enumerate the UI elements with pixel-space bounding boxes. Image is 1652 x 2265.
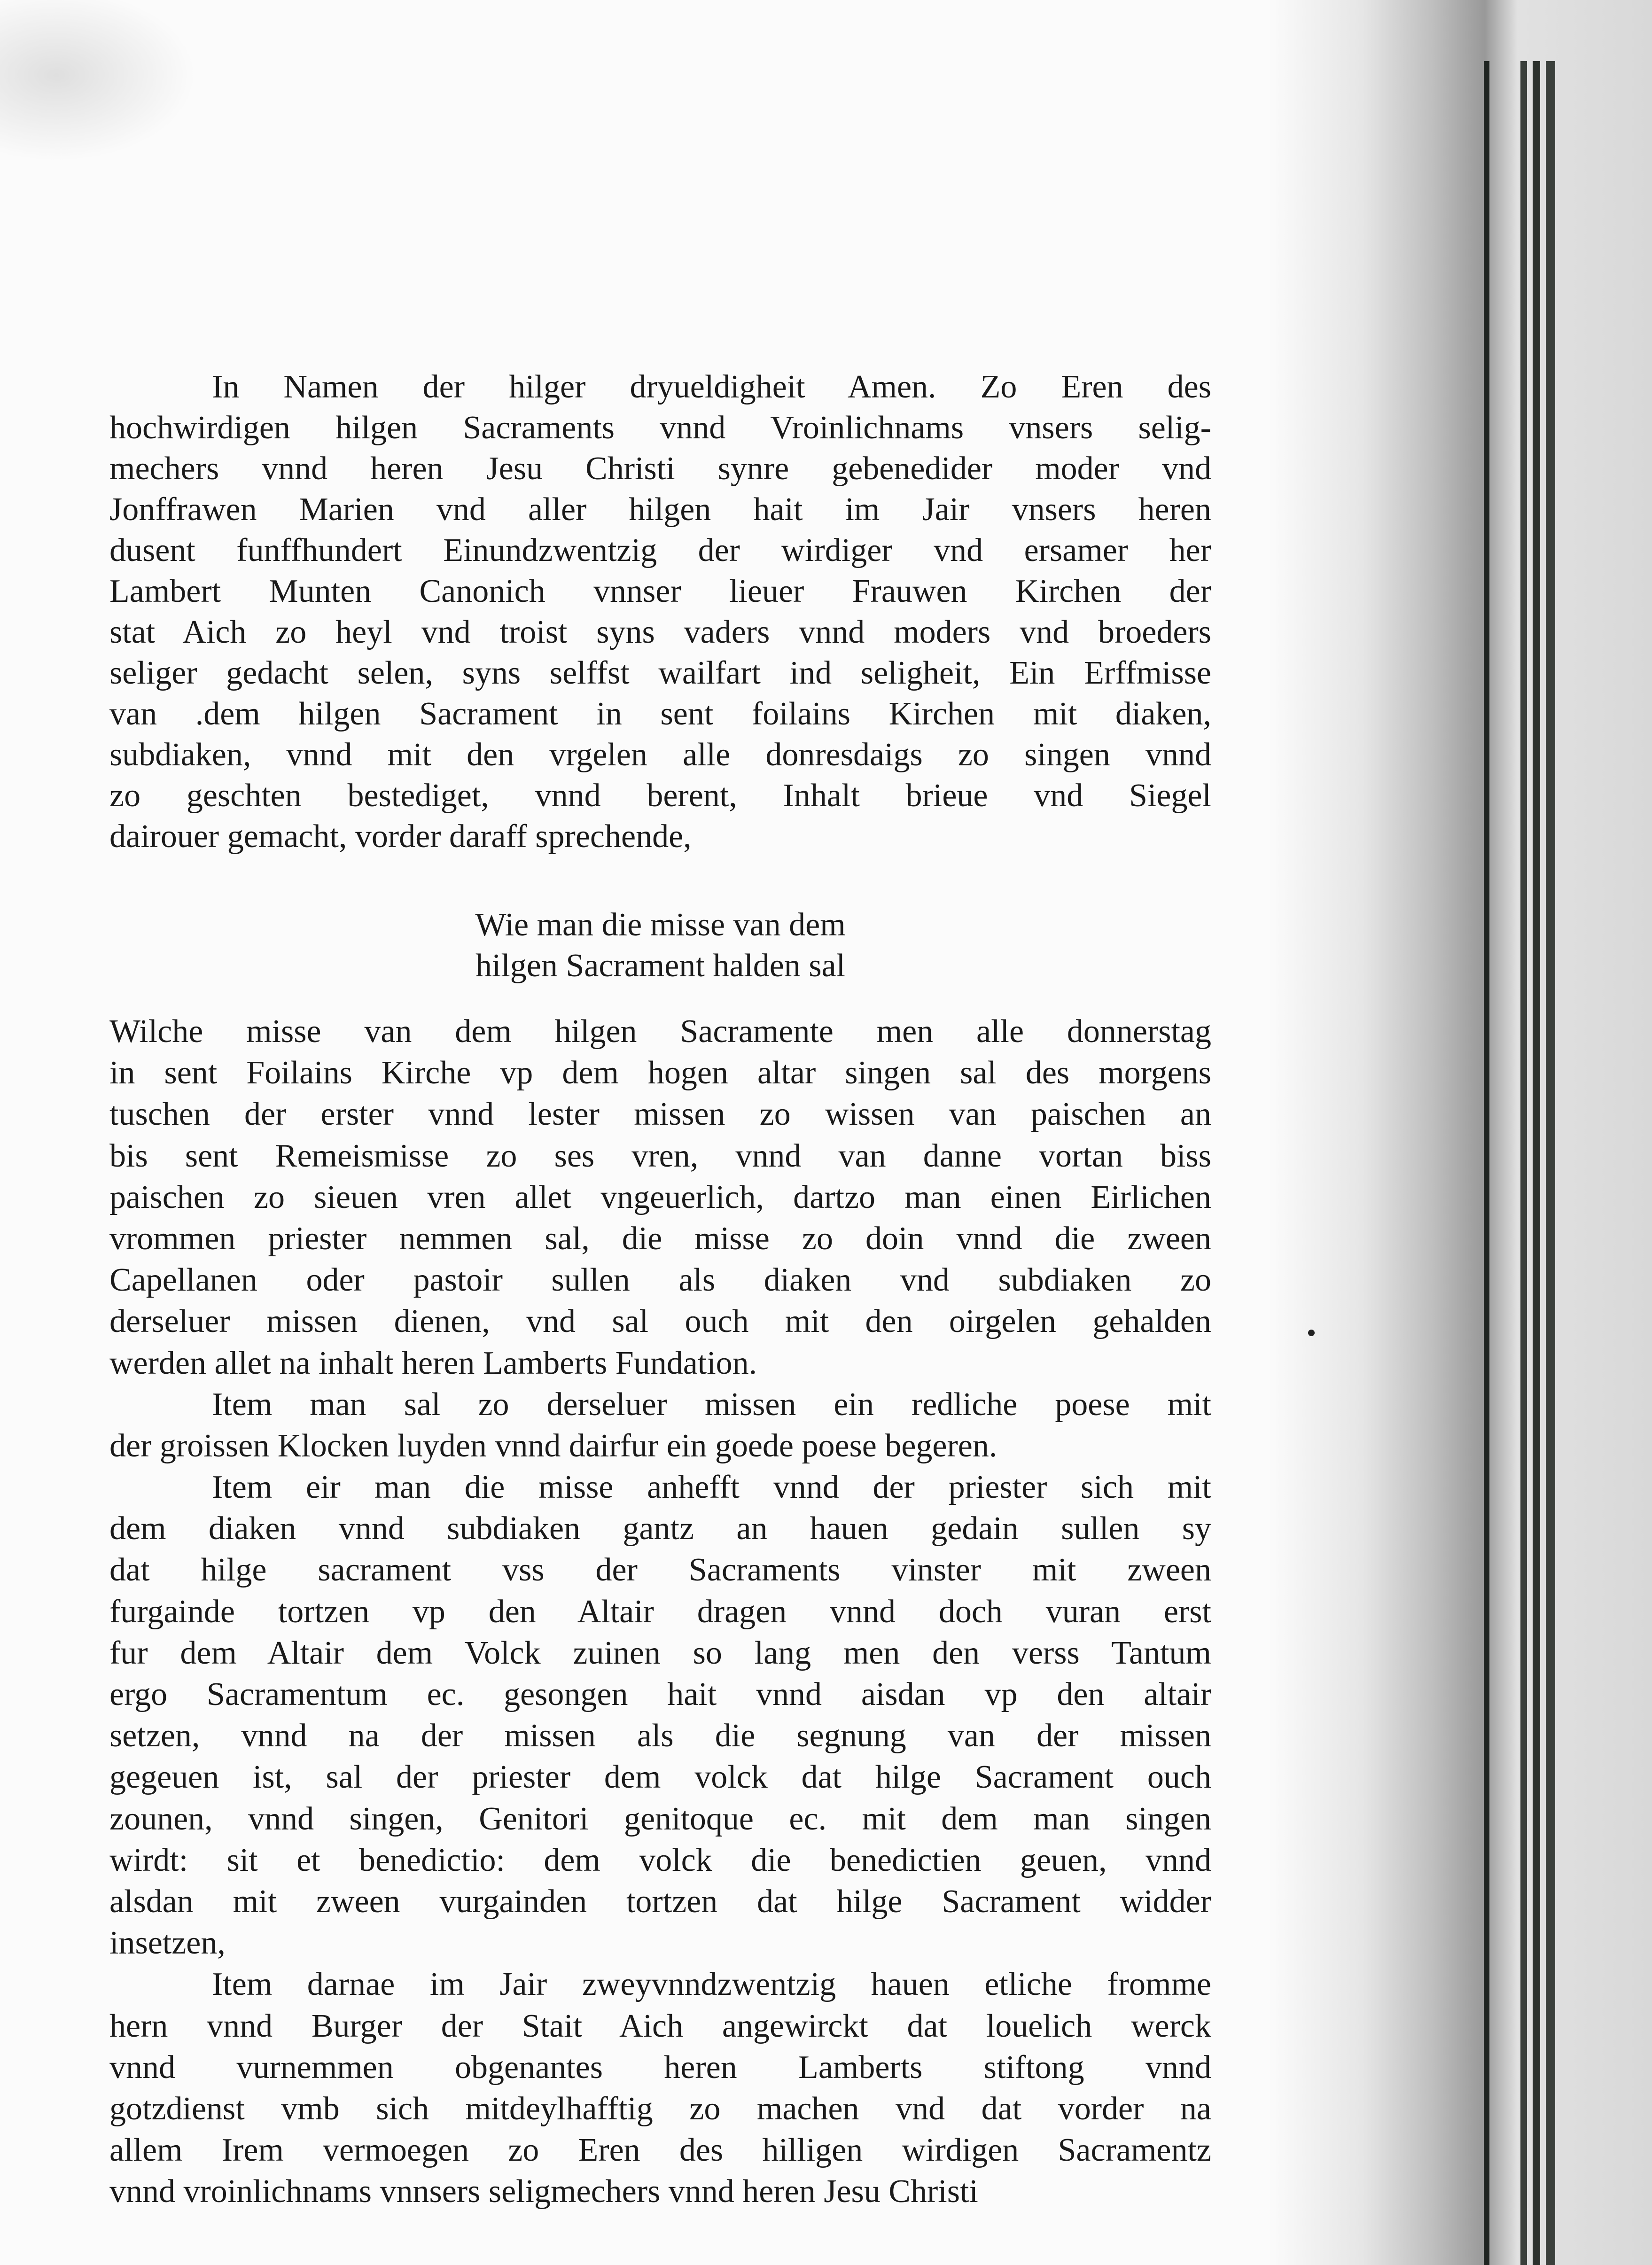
item-2-line: zounen, vnnd singen, Genitori genitoque ec. mit dem man singen bbox=[109, 1800, 1211, 1837]
paragraph-1-line: stat Aich zo heyl vnd troist syns vaders vnnd moders vnd broeders bbox=[109, 614, 1211, 650]
paragraph-2-line: werden allet na inhalt heren Lamberts Fundation. bbox=[109, 1345, 757, 1381]
section-heading bbox=[109, 904, 1211, 986]
book-edge-line bbox=[1484, 61, 1489, 2265]
item-2-line: dat hilge sacrament vss der Sacraments vinster mit zween bbox=[109, 1552, 1211, 1588]
item-2-line: setzen, vnnd na der missen als die segnung van der missen bbox=[109, 1718, 1211, 1754]
heading-line: hilgen Sacrament halden sal bbox=[475, 948, 846, 984]
item-3-line: gotzdienst vmb sich mitdeylhafftig zo machen vnd dat vorder na bbox=[109, 2090, 1211, 2127]
paragraph-1-line: mechers vnnd heren Jesu Christi synre gebenedider moder vnd bbox=[109, 451, 1211, 487]
paragraph-2-line: in sent Foilains Kirche vp dem hogen altar singen sal des morgens bbox=[109, 1055, 1211, 1091]
paragraph-1-line: subdiaken, vnnd mit den vrgelen alle donresdaigs zo singen vnnd bbox=[109, 737, 1211, 773]
paragraph-1-line: dairouer gemacht, vorder daraff sprechende, bbox=[109, 818, 692, 855]
heading-line: Wie man die misse van dem bbox=[475, 907, 846, 943]
paragraph-1-line: van .dem hilgen Sacrament in sent foilains Kirchen mit diaken, bbox=[109, 696, 1211, 732]
paragraph-2-line: Capellanen oder pastoir sullen als diaken vnd subdiaken zo bbox=[109, 1262, 1211, 1299]
book-edge-line bbox=[1546, 61, 1555, 2265]
paragraph-1-line: Lambert Munten Canonich vnnser lieuer Frauwen Kirchen der bbox=[109, 573, 1211, 609]
paragraph-2-line: bis sent Remeismisse zo ses vren, vnnd van danne vortan biss bbox=[109, 1137, 1211, 1174]
paragraph-1-line: Jonffrawen Marien vnd aller hilgen hait im Jair vnsers heren bbox=[109, 491, 1211, 528]
item-2-line: wirdt: sit et benedictio: dem volck die benedictien geuen, vnnd bbox=[109, 1842, 1211, 1878]
item-3-line: vnnd vroinlichnams vnnsers seligmechers vnnd heren Jesu Christi bbox=[109, 2173, 978, 2210]
item-2-line: alsdan mit zween vurgainden tortzen dat hilge Sacrament widder bbox=[109, 1883, 1211, 1920]
ink-speck bbox=[1308, 1330, 1315, 1336]
paragraph-opening bbox=[109, 366, 1211, 857]
item-2-line: gegeuen ist, sal der priester dem volck dat hilge Sacrament ouch bbox=[109, 1759, 1211, 1796]
item-2-line: Item eir man die misse anhefft vnnd der priester sich mit bbox=[212, 1469, 1211, 1506]
item-1-line: Item man sal zo derseluer missen ein redliche poese mit bbox=[212, 1386, 1211, 1423]
item-2-line: fur dem Altair dem Volck zuinen so lang men den verss Tantum bbox=[109, 1635, 1211, 1671]
item-2-line: dem diaken vnnd subdiaken gantz an hauen gedain sullen sy bbox=[109, 1510, 1211, 1547]
item-2-line: insetzen, bbox=[109, 1925, 226, 1961]
item-3-line: Item darnae im Jair zweyvnndzwentzig hauen etliche fromme bbox=[212, 1966, 1211, 2003]
book-edge-line bbox=[1520, 61, 1527, 2265]
paragraph-2-line: paischen zo sieuen vren allet vngeuerlich, dartzo man einen Eirlichen bbox=[109, 1179, 1211, 1215]
paragraph-2-line: derseluer missen dienen, vnd sal ouch mit den oirgelen gehalden bbox=[109, 1303, 1211, 1340]
paragraph-1-line: dusent funffhundert Einundzwentzig der wirdiger vnd ersamer her bbox=[109, 532, 1211, 568]
item-3-line: allem Irem vermoegen zo Eren des hilligen wirdigen Sacramentz bbox=[109, 2132, 1211, 2169]
paragraph-2-line: tuschen der erster vnnd lester missen zo wissen van paischen an bbox=[109, 1096, 1211, 1133]
section-body bbox=[109, 1011, 1211, 2212]
item-3-line: hern vnnd Burger der Stait Aich angewirckt dat louelich werck bbox=[109, 2008, 1211, 2044]
item-3-line: vnnd vurnemmen obgenantes heren Lamberts stiftong vnnd bbox=[109, 2049, 1211, 2086]
item-2-line: furgainde tortzen vp den Altair dragen vnnd doch vuran erst bbox=[109, 1593, 1211, 1630]
paragraph-1-line: seliger gedacht selen, syns selffst wailfart ind seligheit, Ein Erffmisse bbox=[109, 655, 1211, 691]
item-1-line: der groissen Klocken luyden vnnd dairfur ein goede poese begeren. bbox=[109, 1427, 997, 1464]
paragraph-1-line: zo geschten bestediget, vnnd berent, Inhalt brieue vnd Siegel bbox=[109, 778, 1211, 814]
item-2-line: ergo Sacramentum ec. gesongen hait vnnd aisdan vp den altair bbox=[109, 1676, 1211, 1712]
paragraph-2-line: vrommen priester nemmen sal, die misse zo doin vnnd die zween bbox=[109, 1220, 1211, 1257]
paragraph-2-line: Wilche misse van dem hilgen Sacramente men alle donnerstag bbox=[109, 1013, 1211, 1050]
paragraph-1-line: hochwirdigen hilgen Sacraments vnnd Vroinlichnams vnsers selig- bbox=[109, 410, 1211, 446]
paragraph-1-line: In Namen der hilger dryueldigheit Amen. Zo Eren des bbox=[212, 369, 1211, 405]
book-edge-line bbox=[1533, 61, 1540, 2265]
